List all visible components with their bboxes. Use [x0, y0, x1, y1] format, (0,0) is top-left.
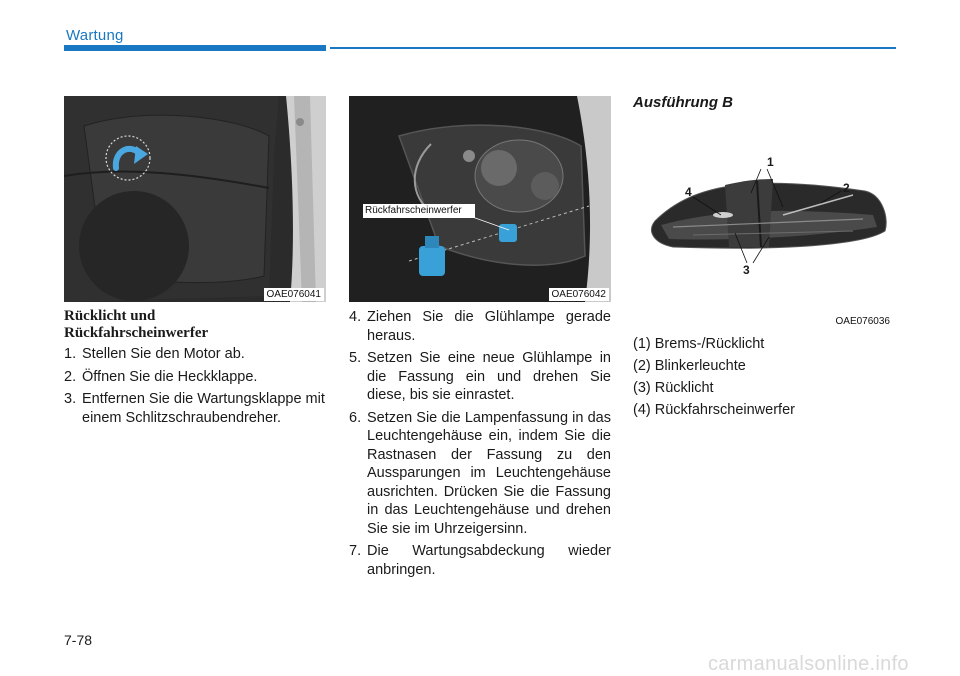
step-text: Setzen Sie die Lampenfassung in das Leuchtengehäuse ein, indem Sie die Rastnasen der Fassung zu den Aussparungen im Leuchtengehäuse ausrichten. Drücken Sie die Fassung in das Leuchtengehäuse und drehen Sie sie im Uhrzeigersinn. [367, 409, 611, 537]
page-number: 7-78 [64, 632, 93, 648]
figure-trunk-service-cover [64, 96, 326, 302]
figure-callout-label: Rückfahrscheinwerfer [365, 205, 462, 216]
bulb-socket [419, 246, 445, 276]
figure-code: OAE076042 [549, 288, 610, 301]
callout-3: 3 [743, 263, 750, 277]
legend-item: (2) Blinkerleuchte [633, 358, 746, 374]
header-rule-thin [330, 47, 896, 49]
step-item [64, 345, 326, 364]
step-text: Stellen Sie den Motor ab. [82, 346, 245, 362]
section-title: Wartung [66, 27, 124, 44]
step-text: Setzen Sie eine neue Glühlampe in die Fassung ein und drehen Sie diese, bis sie einrastet. [367, 350, 611, 403]
variant-heading: Ausführung B [633, 94, 733, 111]
step-number: 1. [64, 346, 77, 362]
trunk-panel-illustration [64, 96, 326, 302]
step-item [349, 349, 611, 405]
step-text: Entfernen Sie die Wartungsklappe mit einem Schlitzschraubendreher. [82, 391, 325, 426]
site-watermark: carmanualsonline.info [708, 653, 909, 675]
step-number: 4. [349, 309, 362, 325]
step-number: 7. [349, 543, 362, 559]
step-text: Ziehen Sie die Glühlampe gerade heraus. [367, 309, 611, 344]
step-item [349, 308, 611, 345]
lamp-legend [633, 333, 895, 421]
step-item [64, 368, 326, 387]
step-number: 5. [349, 350, 362, 366]
legend-item: (1) Brems-/Rücklicht [633, 336, 765, 352]
step-number: 6. [349, 409, 362, 426]
step-item [349, 542, 611, 579]
figure-bulb-socket [349, 96, 611, 302]
figure-tail-lamp [633, 123, 895, 329]
callout-4: 4 [685, 185, 692, 199]
step-text: Öffnen Sie die Heckklappe. [82, 368, 258, 385]
step-item [349, 409, 611, 539]
step-number: 3. [64, 391, 77, 407]
step-item [64, 390, 326, 427]
legend-item: (3) Rücklicht [633, 380, 714, 396]
step-text: Die Wartungsabdeckung wieder anbringen. [367, 543, 611, 578]
figure-code: OAE076036 [833, 315, 894, 328]
callout-2: 2 [843, 181, 850, 195]
steps-list-left [64, 345, 326, 431]
legend-item: (4) Rückfahrscheinwerfer [633, 402, 795, 418]
lamp-housing-illustration [349, 96, 611, 302]
step-number: 2. [64, 368, 77, 385]
header-rule-thick [64, 45, 326, 51]
steps-list-middle [349, 308, 611, 583]
procedure-heading: Rücklicht und Rückfahrscheinwerfer [64, 308, 209, 341]
callout-1: 1 [767, 155, 774, 169]
figure-code: OAE076041 [264, 288, 325, 301]
tail-lamp-illustration [633, 123, 895, 329]
